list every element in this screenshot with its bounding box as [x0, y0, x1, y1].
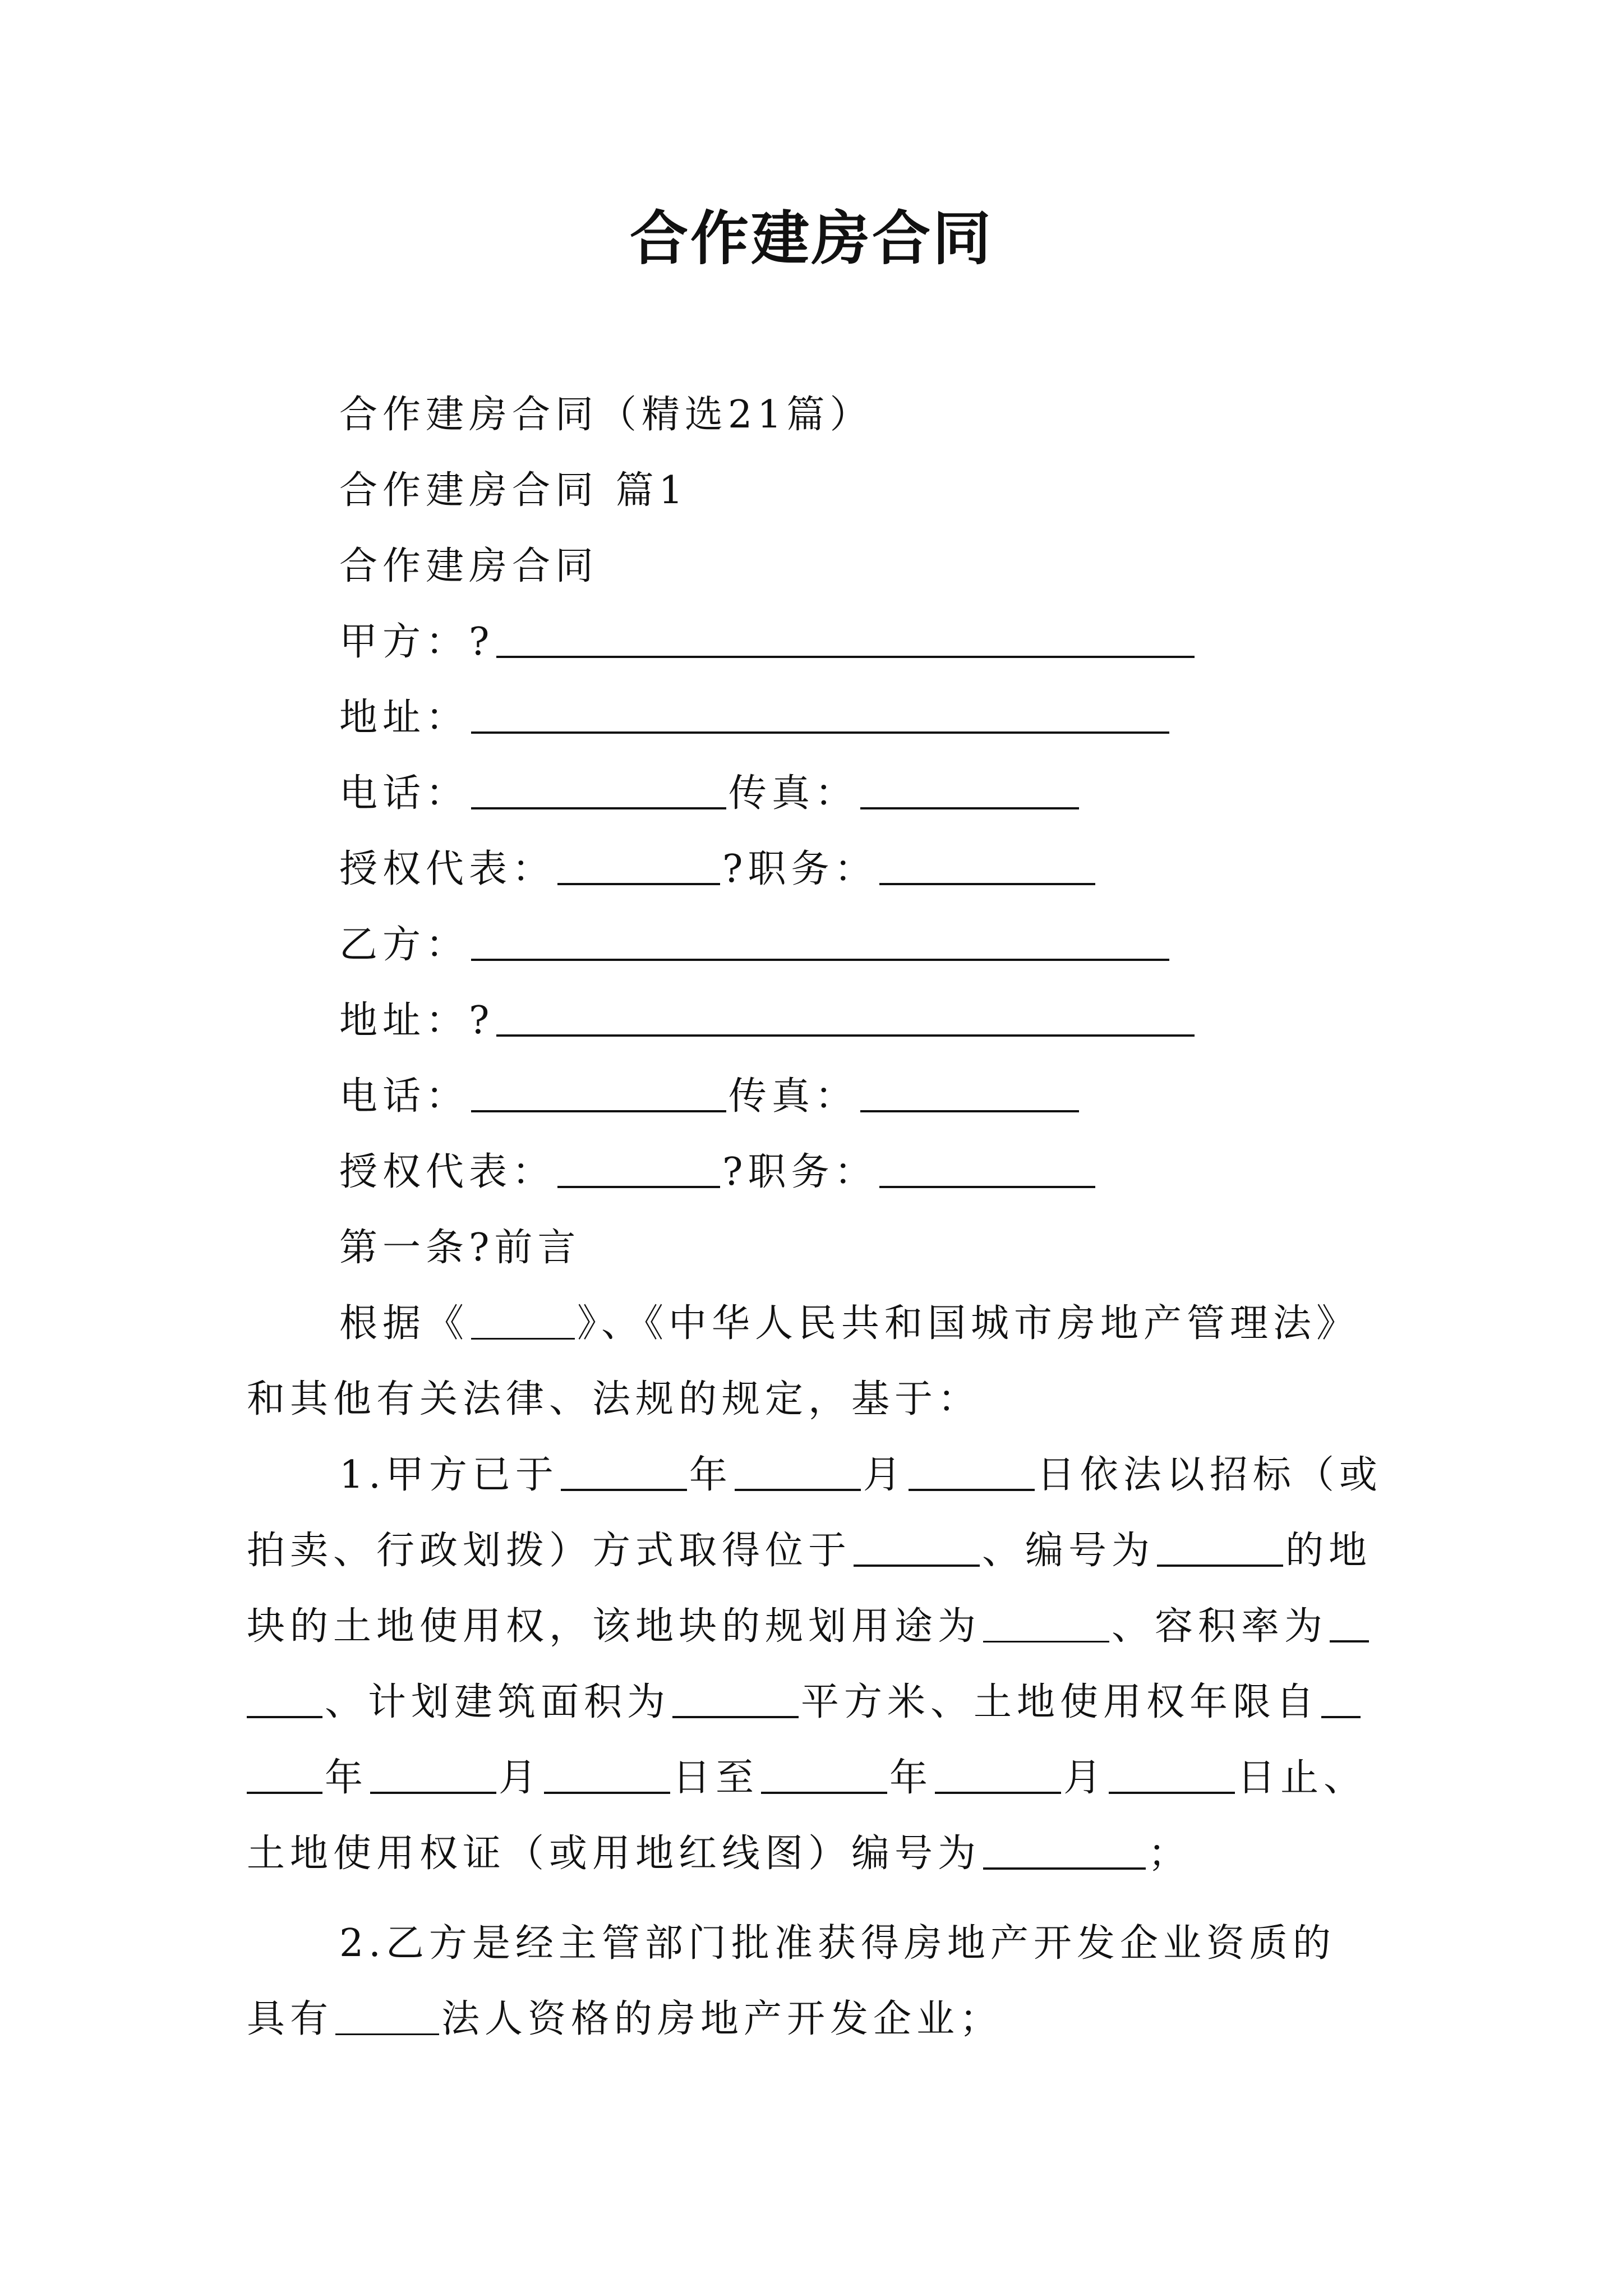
- planned-use-blank[interactable]: [983, 1602, 1109, 1642]
- law-name-blank[interactable]: [471, 1299, 575, 1340]
- clause-1-text: 日止、: [1237, 1756, 1367, 1800]
- term-start-year-blank[interactable]: [1321, 1677, 1361, 1718]
- party-a-fax-label: 传真：: [728, 771, 859, 816]
- document-subtitle: 合作建房合同（精选21篇）: [339, 393, 873, 437]
- clause-1-line-2: [247, 1523, 1372, 1579]
- legal-person-type-blank[interactable]: [335, 1994, 439, 2035]
- certificate-number-blank[interactable]: [983, 1828, 1146, 1870]
- location-blank[interactable]: [854, 1525, 980, 1567]
- plot-ratio-blank-cont[interactable]: [247, 1677, 322, 1718]
- clause-1-text: 日至: [672, 1756, 759, 1800]
- intro-line-2: 和其他有关法律、法规的规定，基于：: [247, 1377, 981, 1421]
- party-a-phone-line: [339, 766, 1081, 822]
- party-b-fax-label: 传真：: [728, 1074, 859, 1119]
- contract-name: 合作建房合同: [339, 544, 599, 588]
- party-a-rep-label: 授权代表：: [339, 847, 556, 891]
- clause-1-text: 土地使用权证（或用地红线图）编号为: [247, 1832, 981, 1876]
- month-label: 月: [863, 1453, 906, 1497]
- intro-text-b: 》、《中华人民共和国城市房地产管理法》: [577, 1301, 1360, 1346]
- party-b-phone-blank[interactable]: [471, 1071, 726, 1112]
- building-area-blank[interactable]: [672, 1677, 799, 1718]
- clause-1-text: 1.甲方已于: [339, 1453, 559, 1497]
- party-a-rep-blank[interactable]: [557, 844, 720, 885]
- party-b-title-label: ?职务：: [722, 1150, 878, 1194]
- clause-1-text: 、容积率为: [1112, 1604, 1328, 1649]
- intro-line-1: [339, 1296, 1359, 1352]
- party-b-address-blank[interactable]: [496, 995, 1195, 1037]
- clause-1-text: 拍卖、行政划拨）方式取得位于: [247, 1529, 852, 1573]
- party-a-label: 甲方：?: [339, 620, 495, 664]
- party-a-title-blank[interactable]: [879, 844, 1095, 885]
- party-b-phone-line: [339, 1069, 1081, 1125]
- clause-1-text: ；: [1148, 1832, 1192, 1876]
- party-a-address-blank[interactable]: [471, 692, 1169, 734]
- party-a-line: [339, 614, 1197, 670]
- document-title: 合作建房合同: [629, 204, 993, 273]
- month-label: 月: [1063, 1756, 1107, 1800]
- clause-1-line-5: [247, 1750, 1367, 1806]
- clause-2-text: 法人资格的房地产开发企业；: [441, 1997, 1003, 2041]
- party-a-phone-label: 电话：: [339, 771, 469, 816]
- party-a-fax-blank[interactable]: [860, 768, 1079, 809]
- party-a-address-line: [339, 690, 1172, 746]
- party-b-title-blank[interactable]: [879, 1147, 1095, 1188]
- party-b-address-label: 地址：?: [339, 999, 495, 1043]
- term-start-year-blank-cont[interactable]: [247, 1752, 322, 1794]
- party-b-line: [339, 917, 1172, 973]
- clause-1-text: 日依法以招标（或: [1036, 1453, 1382, 1497]
- clause-1-line-1: [339, 1447, 1382, 1503]
- party-b-rep-label: 授权代表：: [339, 1150, 556, 1194]
- clause-1-text: 块的土地使用权，该地块的规划用途为: [247, 1604, 981, 1649]
- clause-1-text: 、编号为: [982, 1529, 1155, 1573]
- clause-1-line-4: [247, 1674, 1363, 1731]
- party-b-label: 乙方：: [339, 923, 469, 967]
- party-a-address-label: 地址：: [339, 696, 469, 740]
- plot-ratio-blank[interactable]: [1330, 1601, 1369, 1642]
- term-end-month-blank[interactable]: [935, 1752, 1061, 1794]
- article-1-heading: 第一条?前言: [339, 1226, 581, 1270]
- party-b-address-line: [339, 993, 1197, 1049]
- party-a-name-blank[interactable]: [496, 616, 1195, 658]
- clause-1-text: 的地: [1285, 1529, 1372, 1573]
- clause-1-line-6: [247, 1826, 1191, 1882]
- year-label: 年: [689, 1453, 732, 1497]
- acquire-day-blank[interactable]: [909, 1450, 1035, 1491]
- party-b-phone-label: 电话：: [339, 1074, 469, 1119]
- party-a-title-label: ?职务：: [722, 847, 878, 891]
- clause-2-text: 具有: [247, 1997, 334, 2041]
- year-label: 年: [325, 1756, 368, 1800]
- clause-2-line-1: 2.乙方是经主管部门批准获得房地产开发企业资质的: [339, 1921, 1336, 1966]
- party-b-rep-blank[interactable]: [557, 1147, 720, 1188]
- clause-1-text: 平方米、土地使用权年限自: [801, 1680, 1320, 1724]
- party-b-fax-blank[interactable]: [860, 1071, 1079, 1112]
- party-b-rep-line: [339, 1144, 1098, 1200]
- intro-text-a: 根据《: [339, 1301, 469, 1346]
- clause-1-line-3: [247, 1599, 1371, 1655]
- month-label: 月: [499, 1756, 542, 1800]
- term-start-month-blank[interactable]: [370, 1752, 496, 1794]
- year-label: 年: [889, 1756, 933, 1800]
- section-heading: 合作建房合同 篇1: [339, 468, 688, 513]
- term-start-day-blank[interactable]: [544, 1752, 670, 1794]
- party-b-name-blank[interactable]: [471, 919, 1169, 961]
- parcel-number-blank[interactable]: [1157, 1525, 1283, 1567]
- party-a-rep-line: [339, 841, 1098, 898]
- term-end-day-blank[interactable]: [1109, 1752, 1235, 1794]
- clause-1-text: 、计划建筑面积为: [325, 1680, 671, 1724]
- term-end-year-blank[interactable]: [761, 1752, 887, 1794]
- party-a-phone-blank[interactable]: [471, 768, 726, 809]
- acquire-month-blank[interactable]: [735, 1450, 861, 1491]
- acquire-year-blank[interactable]: [561, 1450, 687, 1491]
- clause-2-line-2: [247, 1991, 1003, 2047]
